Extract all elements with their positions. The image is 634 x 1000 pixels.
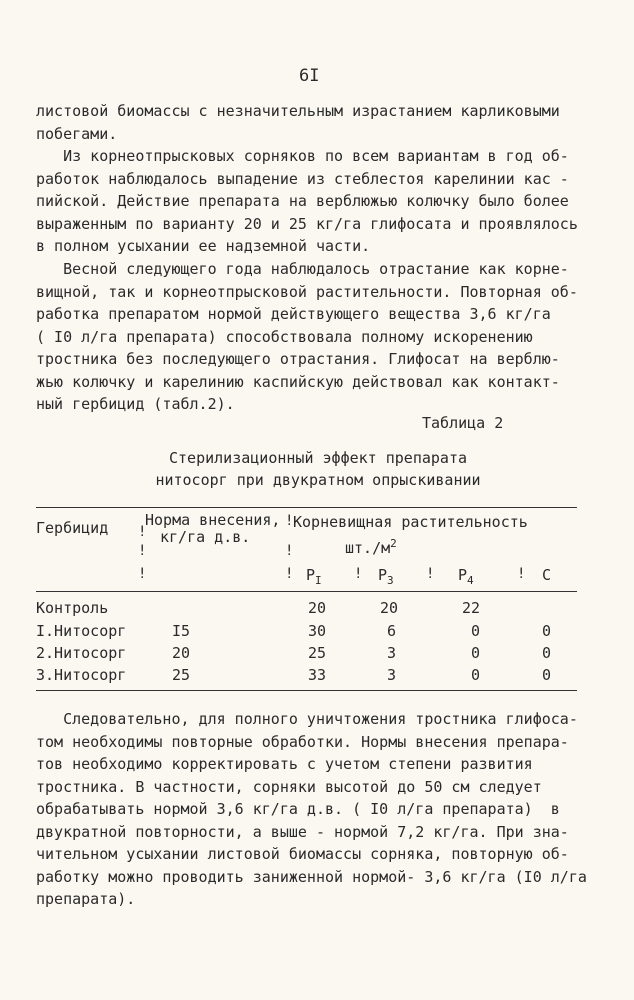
table-header-rule xyxy=(36,591,577,592)
page-number: 6I xyxy=(299,66,320,86)
column-separator: ! xyxy=(285,513,294,529)
column-separator: ! xyxy=(517,566,526,582)
table-title xyxy=(36,447,600,491)
column-separator: ! xyxy=(138,566,147,582)
text-line: работок наблюдалось выпадение из стеблестоя карелинии кас - xyxy=(36,169,569,188)
header-rate-line2: кг/га д.в. xyxy=(160,528,251,546)
text-line: жью колючку и карелинию каспийскую действовал как контакт- xyxy=(36,372,560,391)
column-separator: ! xyxy=(138,524,147,540)
table-bottom-rule xyxy=(36,690,577,691)
text-line: чительном усыхании листовой биомассы сорняка, повторную об- xyxy=(36,845,569,863)
row-p1: 20 xyxy=(308,599,327,617)
text-line: листовой биомассы с незначительным израстанием карликовыми xyxy=(36,102,560,120)
row-name: 2.Нитосорг xyxy=(36,644,127,662)
text-line: Из корнеотпрысковых сорняков по всем вариантам в год об- xyxy=(36,147,569,165)
row-c: 0 xyxy=(542,644,552,662)
header-roots-line1: Корневищная растительность xyxy=(293,513,528,531)
header-p4 xyxy=(458,566,474,587)
text-line: ный гербицид (табл.2). xyxy=(36,395,235,413)
text-line: двукратной повторности, а выше - нормой 7,2 кг/га. При зна- xyxy=(36,822,569,841)
column-separator: ! xyxy=(138,543,147,559)
p-index: 3 xyxy=(387,574,394,587)
header-c: С xyxy=(542,566,552,584)
text-line: в полном усыхании ее надземной части. xyxy=(36,237,371,255)
row-p1: 33 xyxy=(308,666,327,684)
p-letter: Р xyxy=(306,566,316,584)
row-rate: I5 xyxy=(172,622,191,640)
row-name: 3.Нитосорг xyxy=(36,666,127,684)
paragraph-1 xyxy=(36,100,600,145)
column-separator: ! xyxy=(354,566,363,582)
row-p4: 22 xyxy=(462,599,481,617)
row-p4: 0 xyxy=(471,622,481,640)
unit-superscript: 2 xyxy=(390,537,397,550)
header-roots-unit xyxy=(345,537,397,557)
text-line: обрабатывать нормой 3,6 кг/га д.в. ( I0 л/га препарата) в xyxy=(36,800,560,818)
column-separator: ! xyxy=(285,543,294,559)
row-p3: 6 xyxy=(387,622,397,640)
p-letter: Р xyxy=(378,566,388,584)
column-separator: ! xyxy=(426,566,435,582)
row-name: Контроль xyxy=(36,599,109,617)
text-line: побегами. xyxy=(36,124,118,143)
table-title-line: Стерилизационный эффект препарата xyxy=(168,449,467,467)
table-title-line: нитосорг при двукратном опрыскивании xyxy=(155,471,481,489)
paragraph-4 xyxy=(36,708,600,911)
row-name: I.Нитосорг xyxy=(36,622,127,640)
row-rate: 20 xyxy=(172,644,191,662)
text-line: работку можно проводить заниженной нормой- 3,6 кг/га (I0 л/га xyxy=(36,867,587,886)
row-p4: 0 xyxy=(471,644,481,662)
row-p3: 3 xyxy=(387,644,397,662)
row-c: 0 xyxy=(542,666,552,684)
unit-text: шт./м xyxy=(345,539,391,557)
text-line: выраженным по варианту 20 и 25 кг/га глифосата и проявлялось xyxy=(36,214,578,233)
p-index: 4 xyxy=(467,574,474,587)
header-p3 xyxy=(378,566,394,587)
text-line: пийской. Действие препарата на верблюжью колючку было более xyxy=(36,192,569,210)
row-p3: 20 xyxy=(380,599,399,617)
text-line: тростника без последующего отрастания. Глифосат на верблю- xyxy=(36,350,560,368)
text-line: препарата). xyxy=(36,890,136,908)
p-index: I xyxy=(315,574,322,587)
column-separator: ! xyxy=(285,566,294,582)
row-p1: 25 xyxy=(308,644,327,662)
paragraph-3 xyxy=(36,258,600,416)
row-p3: 3 xyxy=(387,666,397,684)
text-line: тростника. В частности, сорняки высотой до 50 см следует xyxy=(36,777,542,796)
text-line: вищной, так и корнеотпрысковой растительности. Повторная об- xyxy=(36,282,578,301)
table-top-rule xyxy=(36,507,577,508)
text-line: Весной следующего года наблюдалось отрастание как корне- xyxy=(36,260,569,278)
text-line: работка препаратом нормой действующего вещества 3,6 кг/га xyxy=(36,305,551,323)
header-rate-line1: Норма внесения, xyxy=(145,511,281,529)
row-rate: 25 xyxy=(172,666,191,684)
header-p1 xyxy=(306,566,322,587)
text-line: тов необходимо корректировать с учетом степени развития xyxy=(36,755,533,773)
row-p1: 30 xyxy=(308,622,327,640)
p-letter: Р xyxy=(458,566,468,584)
header-herbicide: Гербицид xyxy=(36,519,109,537)
text-line: Следовательно, для полного уничтожения тростника глифоса- xyxy=(36,710,578,728)
row-p4: 0 xyxy=(471,666,481,684)
text-line: том необходимы повторные обработки. Нормы внесения препара- xyxy=(36,732,569,751)
row-c: 0 xyxy=(542,622,552,640)
paragraph-2 xyxy=(36,145,600,258)
text-line: ( I0 л/га препарата) способствовала полному искоренению xyxy=(36,327,533,346)
table-label: Таблица 2 xyxy=(422,414,504,432)
